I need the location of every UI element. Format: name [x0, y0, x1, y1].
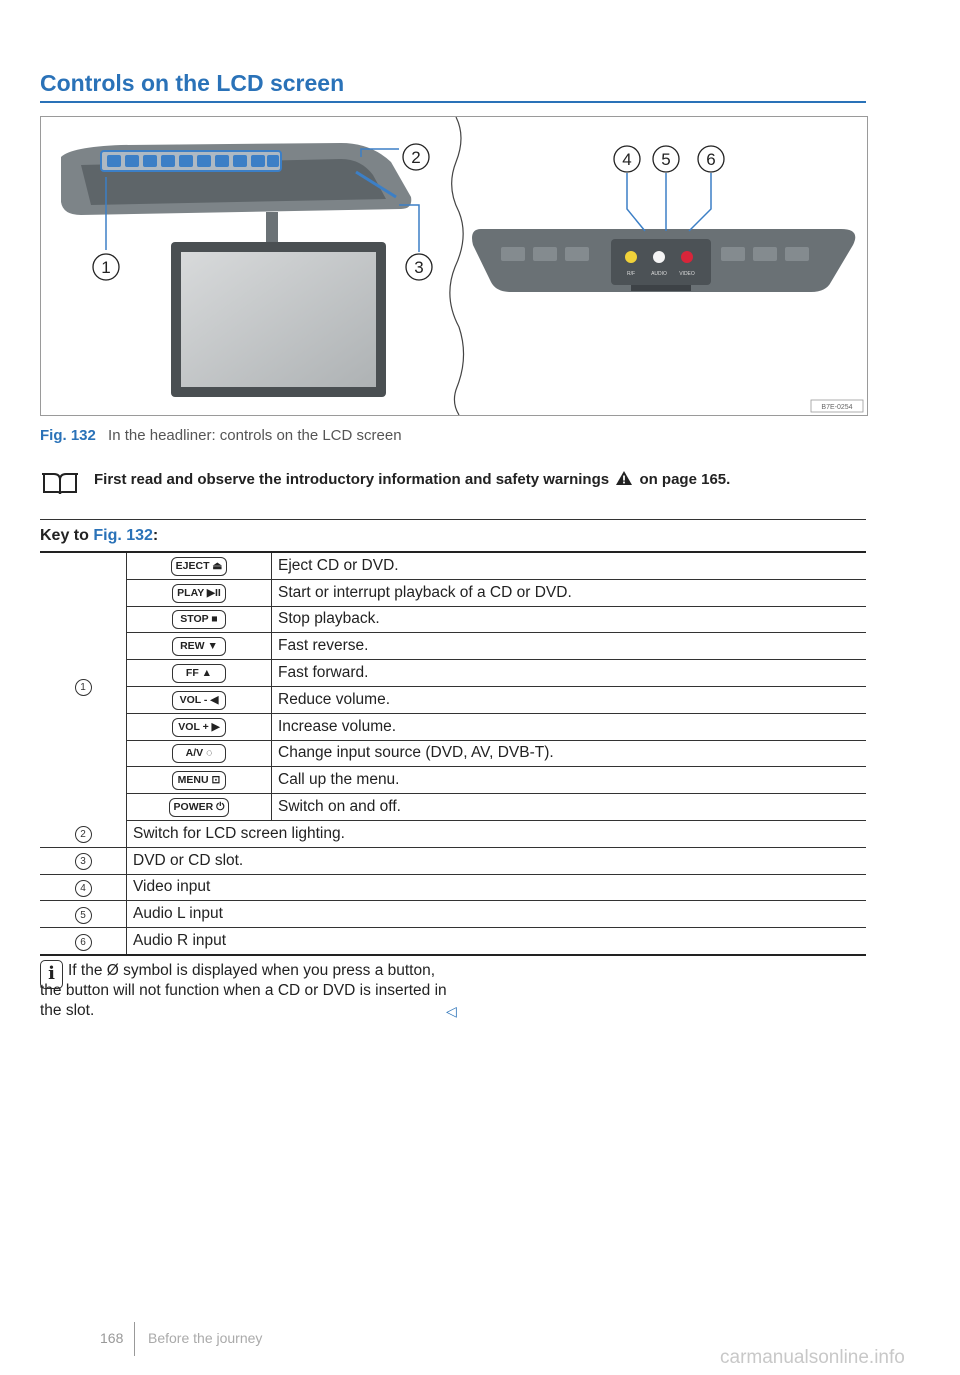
figure-code-box: [811, 400, 863, 412]
callout-6: [698, 146, 724, 172]
button-cell: [127, 660, 272, 687]
table-row: [40, 928, 866, 955]
key-label: [40, 527, 158, 545]
info-note: If the Ø symbol is displayed when you press a button, the button will not function when a CD or DVD is inserted in the slot.: [40, 962, 447, 1019]
button-cell: [127, 740, 272, 767]
button-cell: [127, 767, 272, 794]
button-cell: [127, 606, 272, 633]
item-number: 6: [75, 934, 92, 951]
warning-icon: [615, 470, 633, 486]
callout-4: [614, 146, 640, 172]
panel-label-video: VIDEO: [679, 271, 695, 277]
table-row: [40, 660, 866, 687]
chapter-name: Before the journey: [148, 1330, 263, 1346]
button-cell: [127, 794, 272, 821]
page-number: 168: [100, 1330, 124, 1346]
item-number-cell: [40, 820, 127, 847]
callout-5-label: 5: [661, 150, 671, 169]
table-row: [40, 552, 866, 579]
callout-4-label: 4: [622, 150, 632, 169]
item-number-cell: [40, 874, 127, 901]
key-top-rule: [40, 519, 866, 520]
item-description: Audio L input: [127, 901, 867, 928]
input-panel-drawing: [472, 229, 855, 292]
callout-2-label: 2: [411, 148, 421, 167]
button-cell: [127, 686, 272, 713]
item-number: 2: [75, 826, 92, 843]
table-row: [40, 633, 866, 660]
footer-divider: [134, 1322, 135, 1356]
figure-code: B7E-0254: [821, 404, 853, 411]
button-description: Eject CD or DVD.: [272, 552, 867, 579]
figure-number: Fig. 132: [40, 427, 96, 444]
power-key-icon: POWER ⏻: [169, 798, 230, 817]
button-description: Fast reverse.: [272, 633, 867, 660]
watermark: carmanualsonline.info: [720, 1347, 905, 1368]
button-cell: [127, 579, 272, 606]
menu-key-icon: MENU ⊡: [172, 771, 226, 790]
key-label-figure-link[interactable]: Fig. 132: [93, 527, 153, 544]
button-cell: [127, 633, 272, 660]
callout-2: [403, 144, 429, 170]
figure-caption-text: In the headliner: controls on the LCD screen: [108, 427, 402, 444]
intro-note: [94, 470, 730, 488]
section-title: Controls on the LCD screen: [40, 70, 345, 96]
item-number: 3: [75, 853, 92, 870]
intro-note-page-ref: on page 165.: [639, 471, 731, 488]
table-row: [40, 901, 866, 928]
key-label-prefix: Key to: [40, 527, 94, 544]
item-number: 4: [75, 880, 92, 897]
callout-3: [406, 254, 432, 280]
table-row: [40, 847, 866, 874]
table-row: [40, 740, 866, 767]
button-description: Switch on and off.: [272, 794, 867, 821]
callout-5: [653, 146, 679, 172]
callout-1-label: 1: [101, 258, 111, 277]
button-cell: [127, 713, 272, 740]
table-row: [40, 579, 866, 606]
item-number-cell: [40, 847, 127, 874]
table-row: [40, 606, 866, 633]
item-description: Switch for LCD screen lighting.: [127, 820, 867, 847]
table-row: [40, 713, 866, 740]
key-label-suffix: :: [152, 527, 159, 544]
callout-6-label: 6: [706, 150, 716, 169]
end-of-section-icon: ◁: [446, 1003, 457, 1019]
callout-3-label: 3: [414, 258, 424, 277]
button-description: Reduce volume.: [272, 686, 867, 713]
play-key-icon: PLAY ▶II: [172, 584, 226, 603]
button-description: Increase volume.: [272, 713, 867, 740]
stop-key-icon: STOP ■: [172, 610, 226, 629]
item-number: 1: [75, 679, 92, 696]
eject-key-icon: EJECT ⏏: [171, 557, 228, 576]
button-description: Change input source (DVD, AV, DVB-T).: [272, 740, 867, 767]
av-key-icon: A/V ◌: [172, 744, 226, 763]
table-row: [40, 767, 866, 794]
item-description: DVD or CD slot.: [127, 847, 867, 874]
item-description: Video input: [127, 874, 867, 901]
table-row: [40, 686, 866, 713]
button-cell: [127, 552, 272, 579]
title-rule: [40, 101, 866, 103]
lcd-screen-illustration: [41, 117, 867, 415]
volume-up-key-icon: VOL + ▶: [172, 718, 226, 737]
item-number-cell: [40, 928, 127, 955]
table-row: [40, 874, 866, 901]
rewind-key-icon: REW ▼: [172, 637, 226, 656]
intro-note-text: First read and observe the introductory information and safety warnings: [94, 471, 610, 488]
book-icon: [40, 468, 80, 496]
button-description: Start or interrupt playback of a CD or DVD.: [272, 579, 867, 606]
fast-forward-key-icon: FF ▲: [172, 664, 226, 683]
item-number-cell: [40, 901, 127, 928]
figure-caption: [40, 427, 402, 444]
table-row: [40, 820, 866, 847]
callout-1: [93, 254, 119, 280]
button-description: Stop playback.: [272, 606, 867, 633]
key-table: [40, 551, 866, 956]
volume-down-key-icon: VOL - ◀: [172, 691, 226, 710]
item-number: 5: [75, 907, 92, 924]
panel-label-rf: R/F: [626, 271, 636, 277]
figure-132: [40, 116, 868, 416]
button-description: Call up the menu.: [272, 767, 867, 794]
callout-lines-right: [627, 173, 711, 231]
item-description: Audio R input: [127, 928, 867, 955]
table-row: [40, 794, 866, 821]
panel-label-audio: AUDIO: [651, 271, 667, 277]
group1-number-cell: [40, 552, 127, 820]
break-line: [450, 117, 464, 415]
button-description: Fast forward.: [272, 660, 867, 687]
